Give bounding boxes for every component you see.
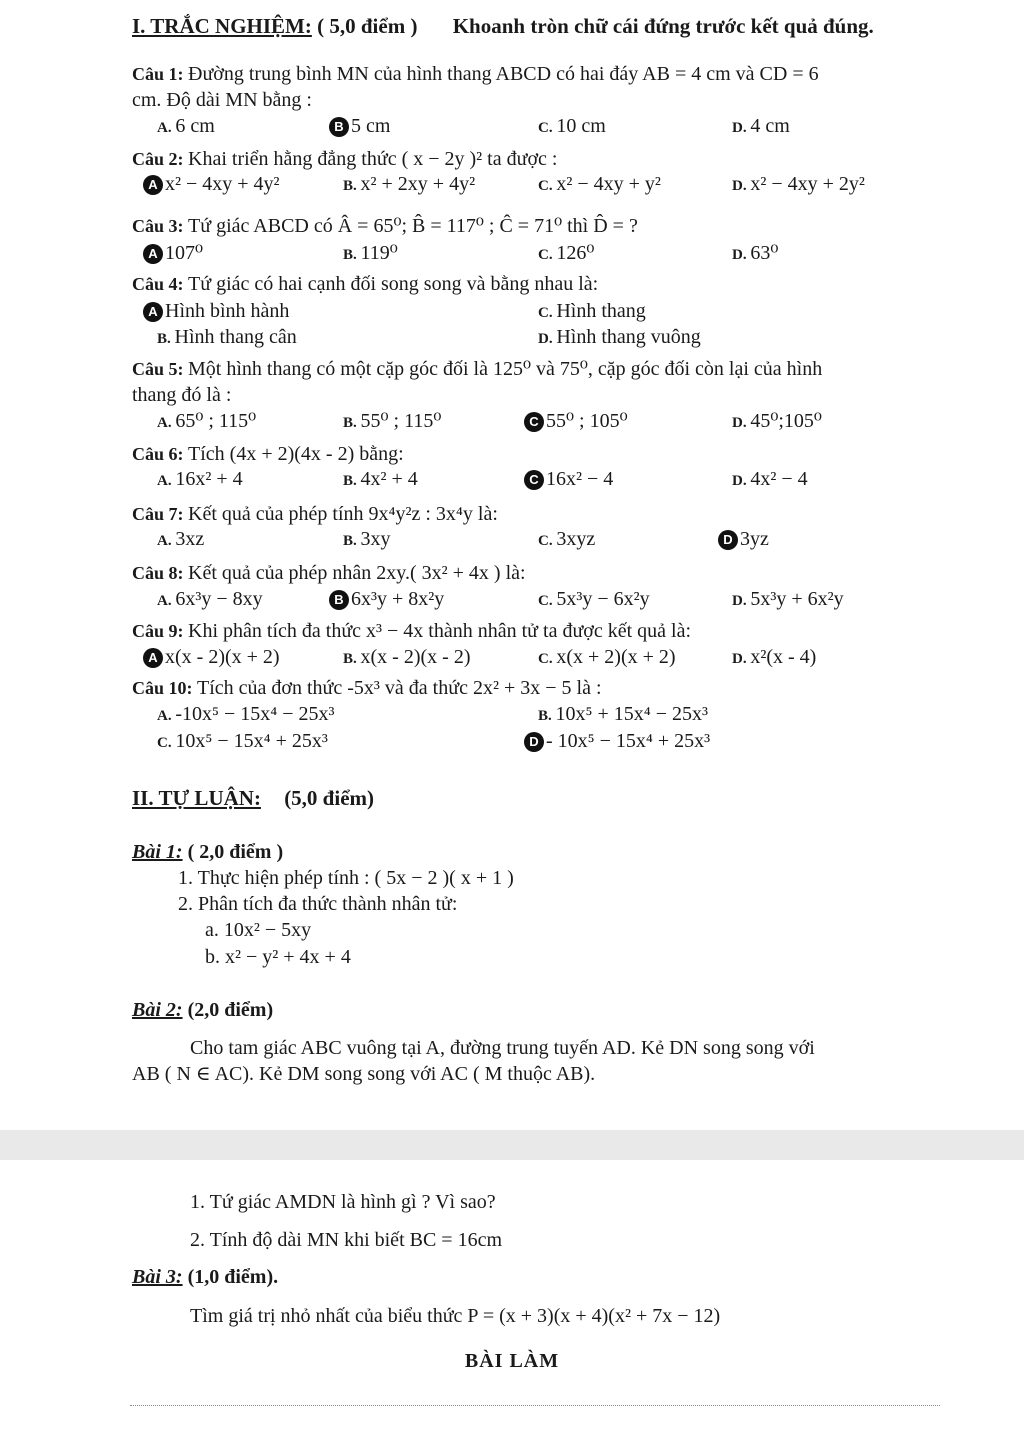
section1-instruction: Khoanh tròn chữ cái đứng trước kết quả đúng.	[452, 14, 874, 38]
bai2-text: Cho tam giác ABC vuông tại A, đường trung tuyến AD. Kẻ DN song song với	[190, 1037, 815, 1059]
option-text: 6x³y + 8x²y	[351, 588, 445, 610]
answer-option[interactable]	[524, 409, 628, 433]
bai1-item: b. x² − y² + 4x + 4	[205, 946, 351, 968]
option-text: 55⁰ ; 105⁰	[546, 410, 628, 432]
answer-option[interactable]	[343, 241, 398, 267]
question-text	[132, 88, 312, 112]
question-line: cm. Độ dài MN bằng :	[132, 89, 312, 111]
option-letter: B.	[343, 651, 361, 667]
question-line: Kết quả của phép tính 9x⁴y²z : 3x⁴y là:	[188, 503, 498, 525]
option-letter: B.	[343, 415, 361, 431]
circled-answer-icon: C	[524, 470, 544, 490]
option-text: Hình thang vuông	[556, 326, 701, 348]
option-letter: C.	[538, 305, 557, 321]
option-letter: A.	[157, 593, 176, 609]
answer-option[interactable]	[157, 702, 335, 728]
page-gap	[0, 1130, 1024, 1160]
option-text: x(x + 2)(x + 2)	[556, 646, 676, 668]
bai1-header	[132, 840, 283, 864]
bai2-points: (2,0 điểm)	[187, 999, 274, 1021]
page-sheet-2	[0, 1160, 1024, 1431]
option-letter: A.	[157, 415, 176, 431]
question-line: Khi phân tích đa thức x³ − 4x thành nhân tử ta được kết quả là:	[188, 620, 692, 642]
option-text: 16x² − 4	[546, 468, 614, 490]
circled-answer-icon: D	[718, 530, 738, 550]
bai-lam-title: BÀI LÀM	[464, 1350, 560, 1372]
circled-answer-icon: A	[143, 244, 163, 264]
question-label: Câu 10:	[132, 678, 198, 698]
answer-option[interactable]	[343, 172, 475, 198]
question-line: Tứ giác có hai cạnh đối song song và bằng nhau là:	[188, 273, 599, 295]
circled-answer-icon: D	[524, 732, 544, 752]
option-text: 6 cm	[175, 115, 215, 137]
question-text	[132, 357, 822, 381]
answer-option[interactable]	[157, 409, 256, 435]
option-letter: D.	[732, 651, 751, 667]
option-text: x² − 4xy + 2y²	[750, 173, 865, 195]
bai1-item: 1. Thực hiện phép tính : ( 5x − 2 )( x + 1 )	[178, 867, 514, 889]
option-text: 63⁰	[750, 242, 779, 264]
option-letter: A.	[157, 120, 176, 136]
question-text	[132, 502, 498, 526]
answer-option[interactable]	[143, 645, 280, 669]
question-label: Câu 4:	[132, 274, 189, 294]
option-text: Hình bình hành	[165, 300, 290, 322]
option-letter: A.	[157, 708, 176, 724]
question-text	[132, 272, 598, 296]
option-letter: B.	[157, 331, 175, 347]
answer-option[interactable]	[157, 587, 263, 613]
answer-option[interactable]	[732, 467, 808, 493]
option-letter: B.	[343, 473, 361, 489]
option-letter: C.	[538, 593, 557, 609]
question-label: Câu 7:	[132, 504, 189, 524]
question-line: Kết quả của phép nhân 2xy.( 3x² + 4x ) là:	[188, 562, 526, 584]
question-line: Tích của đơn thức -5x³ và đa thức 2x² + 3x − 5 là :	[197, 677, 602, 699]
option-text: 3xyz	[556, 528, 596, 550]
answer-option[interactable]	[143, 299, 289, 323]
answer-option[interactable]	[732, 114, 790, 140]
option-text: 5x³y + 6x²y	[750, 588, 844, 610]
question-label: Câu 5:	[132, 359, 189, 379]
question-text	[132, 561, 526, 585]
bai2-item: 1. Tứ giác AMDN là hình gì ? Vì sao?	[190, 1191, 496, 1213]
question-line: Khai triển hằng đẳng thức ( x − 2y )² ta được :	[188, 148, 558, 170]
circled-answer-icon: B	[329, 590, 349, 610]
option-letter: A.	[157, 473, 176, 489]
answer-option[interactable]	[343, 527, 391, 553]
option-text: 5 cm	[351, 115, 391, 137]
answer-line	[130, 1405, 940, 1406]
question-line: Tích (4x + 2)(4x - 2) bằng:	[188, 443, 404, 465]
circled-answer-icon: A	[143, 648, 163, 668]
section2-points: (5,0 điểm)	[284, 786, 375, 810]
option-letter: C.	[538, 247, 557, 263]
option-text: 10x⁵ + 15x⁴ − 25x³	[555, 703, 709, 725]
bai2-header	[132, 998, 273, 1022]
option-text: x² − 4xy + y²	[556, 173, 661, 195]
option-letter: C.	[538, 178, 557, 194]
answer-option[interactable]	[157, 729, 328, 755]
option-text: 3xy	[360, 528, 391, 550]
question-text	[132, 147, 557, 171]
answer-option[interactable]	[538, 702, 708, 728]
option-text: 4x² − 4	[750, 468, 808, 490]
question-text	[132, 383, 231, 407]
question-text	[132, 62, 819, 86]
bai1-item: a. 10x² − 5xy	[205, 919, 312, 941]
bai2-text: AB ( N ∈ AC). Kẻ DM song song với AC ( M thuộc AB).	[132, 1063, 596, 1085]
option-letter: D.	[732, 247, 751, 263]
answer-option[interactable]	[538, 325, 701, 351]
answer-option[interactable]	[343, 409, 441, 435]
question-text	[132, 619, 691, 643]
option-text: 6x³y − 8xy	[175, 588, 263, 610]
circled-answer-icon: C	[524, 412, 544, 432]
answer-option[interactable]	[143, 172, 280, 196]
section1-header	[132, 14, 874, 38]
question-text	[132, 442, 404, 466]
answer-option[interactable]	[143, 241, 203, 265]
option-letter: D.	[732, 178, 751, 194]
answer-option[interactable]	[538, 114, 606, 140]
question-text	[132, 676, 602, 700]
option-letter: D.	[732, 415, 751, 431]
bai3-points: (1,0 điểm).	[187, 1266, 279, 1288]
option-letter: D.	[538, 331, 557, 347]
option-letter: C.	[538, 120, 557, 136]
question-label: Câu 6:	[132, 444, 189, 464]
answer-option[interactable]	[524, 729, 710, 753]
question-label: Câu 3:	[132, 216, 189, 236]
answer-option[interactable]	[718, 527, 769, 551]
option-text: x(x - 2)(x + 2)	[165, 646, 280, 668]
option-letter: D.	[732, 593, 751, 609]
option-text: 45⁰;105⁰	[750, 410, 822, 432]
answer-option[interactable]	[732, 241, 778, 267]
bai1-item: 2. Phân tích đa thức thành nhân tử:	[178, 893, 458, 915]
answer-option[interactable]	[157, 527, 204, 553]
option-text: Hình thang	[556, 300, 646, 322]
answer-option[interactable]	[732, 409, 822, 435]
option-text: x² − 4xy + 4y²	[165, 173, 280, 195]
answer-option[interactable]	[329, 114, 390, 138]
option-text: Hình thang cân	[174, 326, 297, 348]
answer-option[interactable]	[538, 172, 661, 198]
option-text: 4 cm	[750, 115, 790, 137]
question-label: Câu 1:	[132, 64, 189, 84]
option-letter: C.	[538, 651, 557, 667]
option-text: 10 cm	[556, 115, 606, 137]
option-letter: B.	[538, 708, 556, 724]
option-text: 16x² + 4	[175, 468, 243, 490]
answer-option[interactable]	[538, 241, 594, 267]
answer-option[interactable]	[732, 645, 816, 671]
option-letter: D.	[732, 473, 751, 489]
section1-title: I. TRẮC NGHIỆM:	[132, 14, 312, 38]
question-line: Một hình thang có một cặp góc đối là 125⁰ và 75⁰, cặp góc đối còn lại của hình	[188, 358, 823, 380]
option-text: x(x - 2)(x - 2)	[360, 646, 471, 668]
answer-option[interactable]	[538, 587, 650, 613]
question-label: Câu 2:	[132, 149, 189, 169]
circled-answer-icon: B	[329, 117, 349, 137]
option-letter: C.	[538, 533, 557, 549]
option-text: 55⁰ ; 115⁰	[360, 410, 442, 432]
option-text: 107⁰	[165, 242, 204, 264]
option-letter: C.	[157, 735, 176, 751]
option-text: - 10x⁵ − 15x⁴ + 25x³	[546, 730, 711, 752]
option-text: -10x⁵ − 15x⁴ − 25x³	[175, 703, 335, 725]
option-letter: D.	[732, 120, 751, 136]
option-text: 119⁰	[360, 242, 398, 264]
answer-option[interactable]	[732, 587, 844, 613]
option-text: 10x⁵ − 15x⁴ + 25x³	[175, 730, 328, 752]
bai3-header	[132, 1265, 278, 1289]
option-letter: B.	[343, 178, 361, 194]
answer-option[interactable]	[157, 114, 215, 140]
answer-option[interactable]	[538, 527, 595, 553]
answer-option[interactable]	[157, 467, 243, 493]
answer-option[interactable]	[343, 645, 470, 671]
option-text: x² + 2xy + 4y²	[360, 173, 476, 195]
circled-answer-icon: A	[143, 302, 163, 322]
answer-option[interactable]	[538, 645, 676, 671]
section2-header	[132, 786, 374, 810]
bai1-points: ( 2,0 điểm )	[187, 841, 284, 863]
question-text	[132, 214, 638, 238]
answer-option[interactable]	[343, 467, 418, 493]
bai3-text: Tìm giá trị nhỏ nhất của biểu thức P = (x + 3)(x + 4)(x² + 7x − 12)	[190, 1305, 721, 1327]
answer-option[interactable]	[157, 325, 297, 351]
bai1-label: Bài 1:	[132, 841, 183, 863]
option-letter: B.	[343, 533, 361, 549]
bai2-label: Bài 2:	[132, 999, 183, 1021]
answer-option[interactable]	[329, 587, 444, 611]
option-text: 4x² + 4	[360, 468, 418, 490]
option-text: 5x³y − 6x²y	[556, 588, 650, 610]
option-text: 126⁰	[556, 242, 595, 264]
option-letter: B.	[343, 247, 361, 263]
bai3-label: Bài 3:	[132, 1266, 183, 1288]
question-label: Câu 8:	[132, 563, 189, 583]
question-line: Đường trung bình MN của hình thang ABCD có hai đáy AB = 4 cm và CD = 6	[188, 63, 819, 85]
section1-points: ( 5,0 điểm )	[317, 14, 418, 38]
question-label: Câu 9:	[132, 621, 189, 641]
circled-answer-icon: A	[143, 175, 163, 195]
section2-title: II. TỰ LUẬN:	[132, 786, 261, 810]
answer-option[interactable]	[732, 172, 865, 198]
answer-option[interactable]	[538, 299, 646, 325]
option-text: x²(x - 4)	[750, 646, 817, 668]
option-text: 65⁰ ; 115⁰	[175, 410, 257, 432]
option-letter: A.	[157, 533, 176, 549]
answer-option[interactable]	[524, 467, 613, 491]
option-text: 3yz	[740, 528, 769, 550]
question-line: Tứ giác ABCD có Â = 65⁰; B̂ = 117⁰ ; Ĉ = 71⁰ thì D̂ = ?	[188, 215, 638, 237]
question-line: thang đó là :	[132, 384, 232, 406]
option-text: 3xz	[175, 528, 205, 550]
bai2-item: 2. Tính độ dài MN khi biết BC = 16cm	[190, 1229, 503, 1251]
